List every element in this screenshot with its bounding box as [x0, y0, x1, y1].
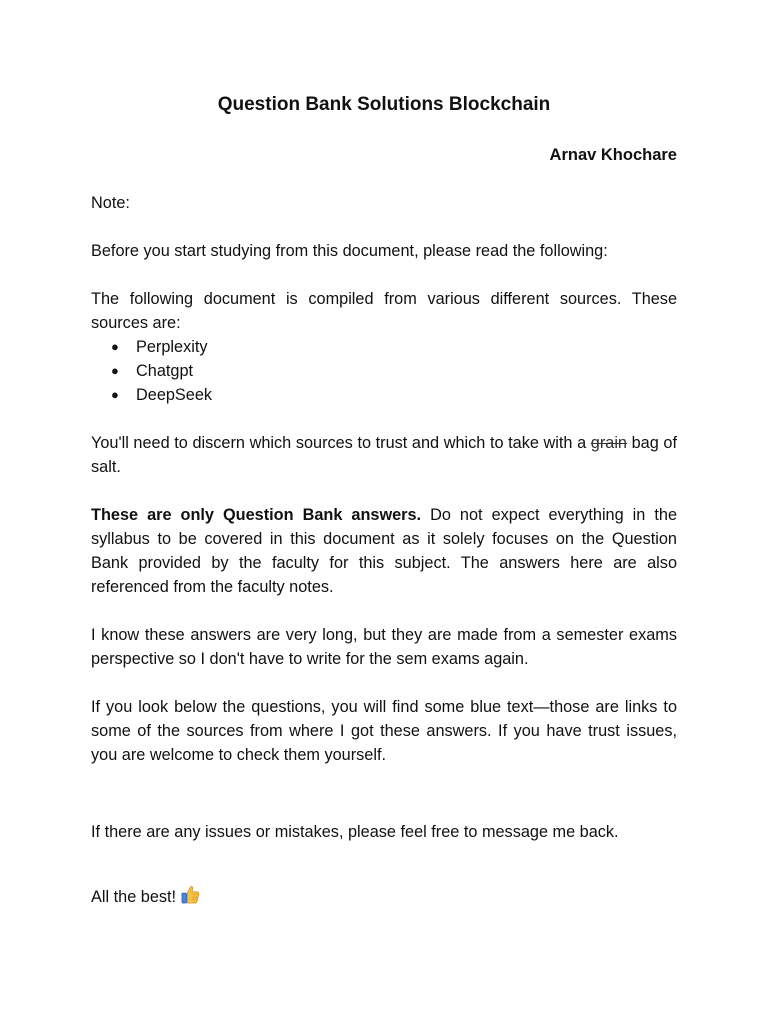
compiled-paragraph: The following document is compiled from various different sources. These sources are: — [91, 290, 677, 332]
author-name: Arnav Khochare — [549, 146, 677, 164]
source-label: Chatgpt — [136, 362, 194, 380]
question-bank-bold-text: These are only Question Bank answers. — [91, 506, 422, 524]
links-paragraph: If you look below the questions, you will find some blue text—those are links to some of the sources from where I got these answers. If you have trust issues, you are welcome to check them yourself. — [91, 698, 677, 764]
salt-text-after: bag of salt. — [91, 434, 677, 476]
sources-list — [91, 335, 677, 407]
long-answers-paragraph: I know these answers are very long, but they are made from a semester exams perspective so I don't have to write for the sem exams again. — [91, 626, 677, 668]
thumbs-up-icon — [179, 884, 201, 906]
list-item — [91, 383, 677, 407]
before-paragraph: Before you start studying from this document, please read the following: — [91, 242, 608, 260]
salt-text-before: You'll need to discern which sources to trust and which to take with a — [91, 434, 591, 452]
bullet-icon: ● — [111, 363, 119, 378]
document-title: Question Bank Solutions Blockchain — [217, 94, 551, 115]
bullet-icon: ● — [111, 339, 119, 354]
salt-paragraph — [91, 431, 677, 479]
list-item — [91, 335, 677, 359]
question-bank-paragraph — [91, 503, 677, 599]
source-label: DeepSeek — [136, 386, 213, 404]
struck-word: grain — [590, 434, 627, 452]
note-label: Note: — [91, 194, 130, 212]
issues-paragraph: If there are any issues or mistakes, please feel free to message me back. — [91, 823, 619, 841]
list-item — [91, 359, 677, 383]
closing-line — [91, 884, 677, 909]
bullet-icon: ● — [111, 387, 119, 402]
question-bank-text: Do not expect everything in the syllabus to be covered in this document as it solely focuses on the Question Bank provided by the faculty for this subject. The answers here are also referenced from the faculty notes. — [91, 506, 677, 596]
closing-text: All the best! — [91, 888, 177, 906]
source-label: Perplexity — [136, 338, 208, 356]
